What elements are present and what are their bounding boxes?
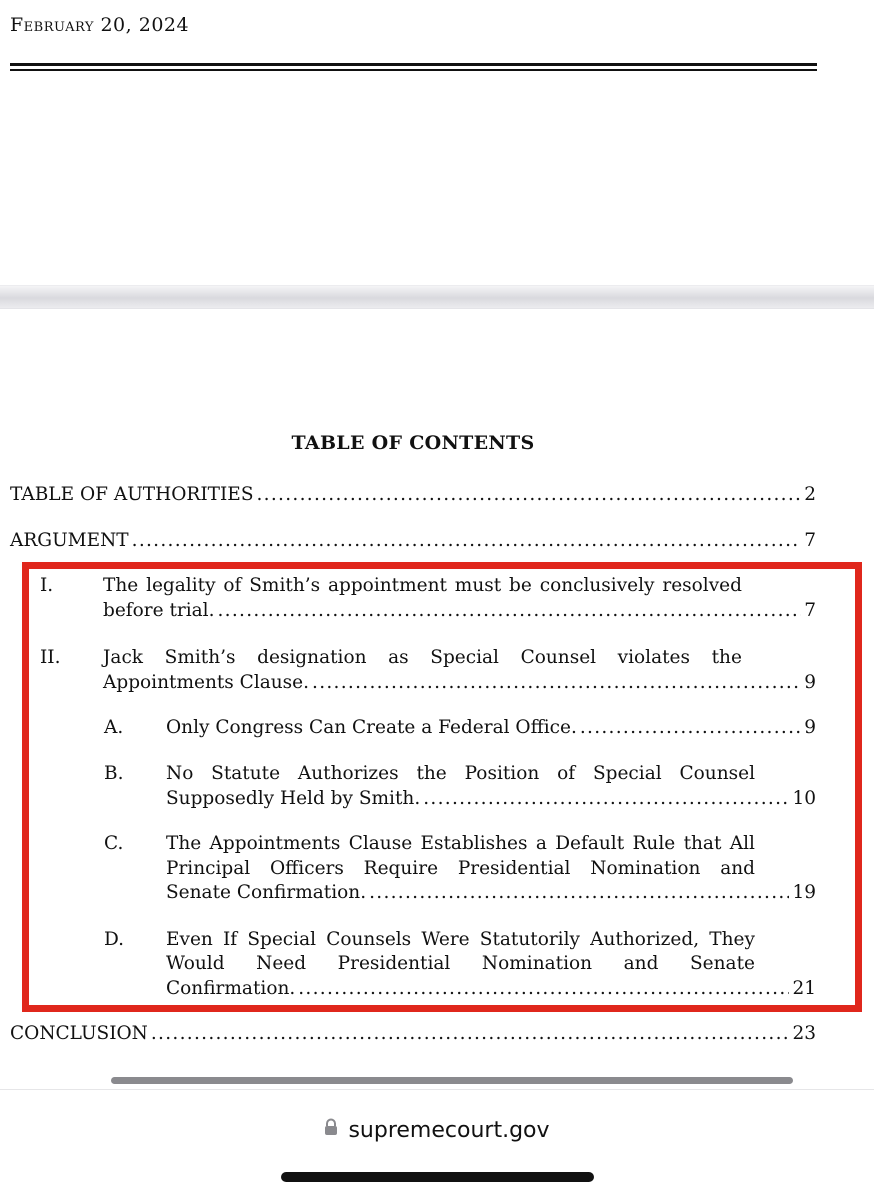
toc-word: Nomination bbox=[481, 953, 593, 974]
toc-entry-number: I. bbox=[40, 575, 54, 596]
toc-word: Even bbox=[166, 929, 213, 950]
toc-word: designation bbox=[257, 647, 367, 668]
toc-word: Special bbox=[430, 647, 499, 668]
toc-word: Statutorily bbox=[479, 929, 580, 950]
toc-entry-label: Confirmation. bbox=[166, 978, 296, 999]
toc-word: Senate bbox=[690, 953, 755, 974]
toc-word: Presidential bbox=[337, 953, 451, 974]
header-rule-thin bbox=[10, 69, 817, 71]
toc-word: Clause bbox=[348, 833, 413, 854]
toc-entry-argument[interactable] bbox=[10, 529, 816, 553]
toc-word: Require bbox=[363, 858, 439, 879]
address-bar-url[interactable] bbox=[0, 1118, 874, 1144]
toc-word: They bbox=[709, 929, 755, 950]
toc-word: Officers bbox=[270, 858, 344, 879]
toc-word: Counsel bbox=[520, 647, 597, 668]
toc-page-number: 23 bbox=[792, 1023, 816, 1044]
toc-entry-number: II. bbox=[40, 647, 61, 668]
toc-entry-number: C. bbox=[104, 833, 124, 854]
toc-word: Smith’s bbox=[164, 647, 236, 668]
toc-entry-label: TABLE OF AUTHORITIES bbox=[10, 484, 254, 505]
horizontal-scrollbar[interactable] bbox=[111, 1077, 793, 1084]
toc-entry-conclusion[interactable] bbox=[10, 1022, 816, 1046]
toc-word: Presidential bbox=[457, 858, 571, 879]
toc-word: appointment bbox=[327, 575, 447, 596]
toc-word: and bbox=[720, 858, 755, 879]
toc-word: Nomination bbox=[590, 858, 701, 879]
toc-word: of bbox=[557, 763, 576, 784]
red-highlight-box bbox=[22, 562, 862, 1012]
toc-page-number: 9 bbox=[804, 672, 816, 693]
toc-entry-authorities[interactable] bbox=[10, 483, 816, 507]
toc-word: Rule bbox=[632, 833, 676, 854]
toc-page-number: 10 bbox=[792, 788, 816, 809]
toc-word: must bbox=[454, 575, 502, 596]
lock-icon bbox=[324, 1117, 338, 1142]
toc-word: Special bbox=[592, 763, 662, 784]
toc-entry-label: Supposedly Held by Smith. bbox=[166, 788, 421, 809]
toc-word: Special bbox=[247, 929, 317, 950]
home-indicator[interactable] bbox=[281, 1172, 594, 1182]
toc-word: of bbox=[223, 575, 242, 596]
toc-word: Were bbox=[421, 929, 470, 950]
toc-page-number: 21 bbox=[792, 978, 816, 999]
header-rule-thick bbox=[10, 63, 817, 66]
toc-page-number: 2 bbox=[804, 484, 816, 505]
toc-entry-label: Senate Confirmation. bbox=[166, 882, 367, 903]
toc-word: The bbox=[166, 833, 202, 854]
toc-page-number: 7 bbox=[804, 530, 816, 551]
toc-word: Establishes bbox=[420, 833, 528, 854]
toc-word: that bbox=[683, 833, 722, 854]
toc-word: The bbox=[103, 575, 139, 596]
toc-title: TABLE OF CONTENTS bbox=[291, 432, 535, 454]
url-text: supremecourt.gov bbox=[348, 1118, 550, 1143]
toc-page-number: 7 bbox=[804, 600, 816, 621]
toc-entry-number: B. bbox=[104, 763, 124, 784]
toc-word: No bbox=[166, 763, 194, 784]
toc-entry-label: ARGUMENT bbox=[10, 530, 129, 551]
toc-word: legality bbox=[146, 575, 216, 596]
toc-entry-label: before trial. bbox=[103, 600, 215, 621]
toc-word: Authorized, bbox=[590, 929, 700, 950]
toc-word: If bbox=[223, 929, 238, 950]
toc-word: Principal bbox=[166, 858, 251, 879]
toc-word: violates bbox=[617, 647, 691, 668]
document-date bbox=[10, 14, 189, 36]
toc-page-number: 19 bbox=[792, 882, 816, 903]
toc-word: Default bbox=[555, 833, 625, 854]
leader-dots bbox=[151, 1022, 790, 1046]
toc-word: Jack bbox=[103, 647, 144, 668]
toc-entry-label: Appointments Clause. bbox=[103, 672, 310, 693]
toc-word: Position bbox=[464, 763, 540, 784]
toc-word: Need bbox=[256, 953, 307, 974]
toc-word: be bbox=[509, 575, 532, 596]
toc-word: resolved bbox=[662, 575, 742, 596]
toc-entry-number: A. bbox=[104, 717, 124, 738]
leader-dots bbox=[257, 483, 802, 507]
toc-word: the bbox=[416, 763, 447, 784]
toc-entry-label: CONCLUSION bbox=[10, 1023, 148, 1044]
toc-word: All bbox=[729, 833, 755, 854]
browser-address-bar[interactable] bbox=[0, 1089, 874, 1201]
toc-word: and bbox=[623, 953, 659, 974]
toc-word: Counsel bbox=[679, 763, 755, 784]
toc-word: a bbox=[535, 833, 547, 854]
date-text: February 20, 2024 bbox=[10, 14, 190, 36]
toc-word: Statute bbox=[211, 763, 281, 784]
toc-word: conclusively bbox=[539, 575, 655, 596]
toc-word: the bbox=[711, 647, 742, 668]
page-separator bbox=[0, 285, 874, 309]
toc-page-number: 9 bbox=[804, 717, 816, 738]
toc-word: as bbox=[388, 647, 409, 668]
toc-word: Counsels bbox=[326, 929, 412, 950]
toc-entry-number: D. bbox=[104, 929, 125, 950]
toc-entry-label: Only Congress Can Create a Federal Office. bbox=[166, 717, 577, 738]
toc-word: Authorizes bbox=[297, 763, 399, 784]
leader-dots bbox=[132, 529, 802, 553]
toc-word: Would bbox=[166, 953, 225, 974]
toc-word: Smith’s bbox=[249, 575, 321, 596]
toc-word: Appointments bbox=[209, 833, 341, 854]
